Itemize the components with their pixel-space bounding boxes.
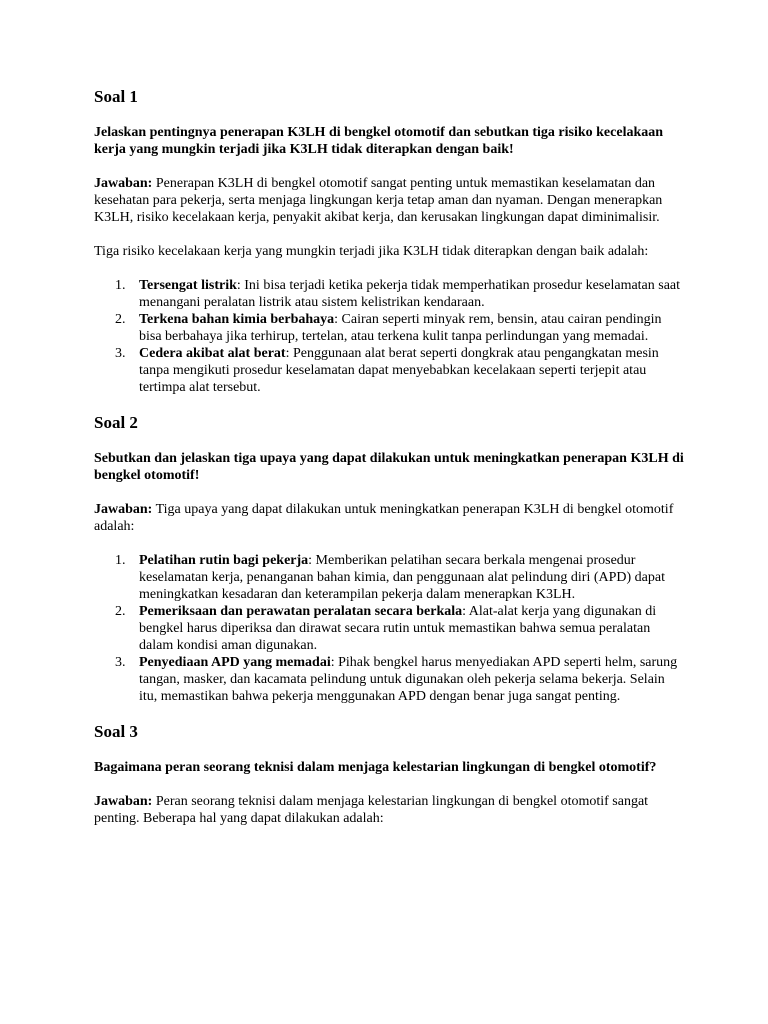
list-number: 3. <box>115 346 126 361</box>
soal-1-answer <box>94 175 684 226</box>
soal-3-answer-text: Peran seorang teknisi dalam menjaga kelestarian lingkungan di bengkel otomotif sangat penting. Beberapa hal yang dapat dilakukan adalah: <box>94 794 649 826</box>
list-term: Penyediaan APD yang memadai <box>139 655 331 670</box>
list-text: : Cairan seperti minyak rem, bensin, atau cairan pendingin bisa berbahaya jika terhirup, tertelan, atau terkena kulit tanpa perlindungan yang memadai. <box>139 312 662 344</box>
list-item <box>94 654 684 705</box>
soal-1-list <box>94 277 684 396</box>
list-term: Tersengat listrik <box>139 278 237 293</box>
answer-label: Jawaban: <box>94 176 153 191</box>
list-term: Terkena bahan kimia berbahaya <box>139 312 335 327</box>
soal-3-question: Bagaimana peran seorang teknisi dalam menjaga kelestarian lingkungan di bengkel otomotif? <box>94 760 657 775</box>
list-text: : Penggunaan alat berat seperti dongkrak atau pengangkatan mesin tanpa mengikuti prosedur keselamatan dapat menyebabkan kecelakaan seperti terjepit atau tertimpa alat tersebut. <box>139 346 659 395</box>
list-term: Cedera akibat alat berat <box>139 346 286 361</box>
list-number: 1. <box>115 278 126 293</box>
list-text: : Ini bisa terjadi ketika pekerja tidak memperhatikan prosedur keselamatan saat menangani peralatan listrik atau sistem kelistrikan kendaraan. <box>139 278 681 310</box>
list-number: 1. <box>115 553 126 568</box>
list-number: 2. <box>115 312 126 327</box>
soal-3-answer <box>94 793 684 827</box>
soal-1-answer-text: Penerapan K3LH di bengkel otomotif sangat penting untuk memastikan keselamatan dan kesehatan para pekerja, serta menjaga lingkungan kerja tetap aman dan nyaman. Dengan menerapkan K3LH, risiko kecelakaan kerja, penyakit akibat kerja, dan kerusakan lingkungan dapat diminimalisir. <box>94 176 663 225</box>
soal-2-list <box>94 552 684 705</box>
soal-1-question: Jelaskan pentingnya penerapan K3LH di bengkel otomotif dan sebutkan tiga risiko kecelakaan kerja yang mungkin terjadi jika K3LH tidak diterapkan dengan baik! <box>94 125 664 157</box>
list-item <box>94 345 684 396</box>
list-text: : Memberikan pelatihan secara berkala mengenai prosedur keselamatan kerja, penanganan bahan kimia, dan penggunaan alat pelindung diri (APD) dapat meningkatkan kesadaran dan keterampilan pekerja dalam menerapkan K3LH. <box>139 553 665 602</box>
soal-1-intro: Tiga risiko kecelakaan kerja yang mungkin terjadi jika K3LH tidak diterapkan dengan baik adalah: <box>94 244 649 259</box>
list-item <box>94 603 684 654</box>
list-term: Pelatihan rutin bagi pekerja <box>139 553 309 568</box>
list-number: 3. <box>115 655 126 670</box>
document-page <box>94 86 684 827</box>
answer-label: Jawaban: <box>94 502 153 517</box>
list-item <box>94 311 684 345</box>
soal-2-question: Sebutkan dan jelaskan tiga upaya yang dapat dilakukan untuk meningkatkan penerapan K3LH di bengkel otomotif! <box>94 451 684 483</box>
soal-2-section <box>94 412 684 705</box>
list-item <box>94 552 684 603</box>
soal-2-answer-text: Tiga upaya yang dapat dilakukan untuk meningkatkan penerapan K3LH di bengkel otomotif adalah: <box>94 502 674 534</box>
list-text: : Pihak bengkel harus menyediakan APD seperti helm, sarung tangan, masker, dan kacamata pelindung untuk digunakan oleh pekerja selama bekerja. Selain itu, memastikan bahwa pekerja menggunakan APD dengan benar juga sangat penting. <box>139 655 678 704</box>
soal-1-heading: Soal 1 <box>94 87 138 106</box>
list-text: : Alat-alat kerja yang digunakan di bengkel harus diperiksa dan dirawat secara rutin untuk memastikan bahwa semua peralatan dalam kondisi aman digunakan. <box>139 604 657 653</box>
soal-2-answer <box>94 501 684 535</box>
soal-1-section <box>94 86 684 396</box>
answer-label: Jawaban: <box>94 794 153 809</box>
list-item <box>94 277 684 311</box>
soal-3-heading: Soal 3 <box>94 722 138 741</box>
soal-3-section <box>94 721 684 827</box>
soal-2-heading: Soal 2 <box>94 413 138 432</box>
list-term: Pemeriksaan dan perawatan peralatan secara berkala <box>139 604 463 619</box>
list-number: 2. <box>115 604 126 619</box>
